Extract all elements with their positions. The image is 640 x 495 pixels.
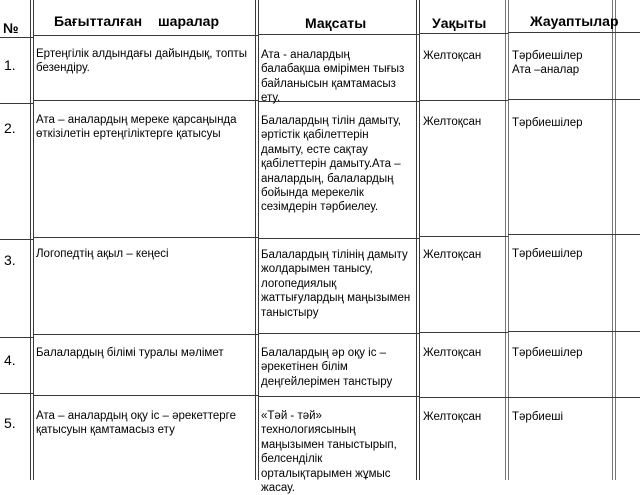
row-divider [258, 333, 419, 334]
column-divider [33, 0, 34, 480]
row-divider [508, 32, 640, 33]
row-divider [419, 397, 508, 398]
time-cell: Желтоқсан [423, 50, 482, 62]
column-divider [255, 0, 256, 480]
responsible-cell: Тәрбиешілер Ата –аналар [512, 50, 583, 77]
column-divider [419, 0, 420, 480]
activity-cell: Балалардың білімі туралы мәлімет [36, 347, 224, 359]
header-time: Уақыты [432, 15, 487, 31]
row-divider [0, 239, 33, 240]
row-divider [0, 393, 33, 394]
column-divider [30, 0, 31, 480]
row-divider [419, 100, 508, 101]
header-num: № [3, 20, 19, 36]
row-divider [33, 35, 258, 36]
column-divider [612, 0, 613, 480]
row-divider [508, 331, 640, 332]
time-cell: Желтоқсан [423, 411, 482, 423]
goal-cell: Балалардың тілінің дамыту жолдарымен танысу, логопедиялық жаттығулардың маңызымен таныстыру [261, 249, 411, 319]
row-number: 5. [4, 415, 16, 431]
row-divider [0, 103, 33, 104]
activity-cell: Ата – аналардың оқу іс – әрекеттерге қатысуын қамтамасыз ету [36, 410, 236, 437]
time-cell: Желтоқсан [423, 249, 482, 261]
goal-cell: Ата - аналардың балабақша өмірімен тығыз байланысын қамтамасыз ету. [261, 49, 405, 105]
row-number: 1. [4, 57, 16, 73]
row-divider [508, 234, 640, 235]
row-number: 3. [4, 252, 16, 268]
row-divider [258, 396, 419, 397]
responsible-cell: Тәрбиешілер [512, 248, 583, 260]
responsible-cell: Тәрбиешілер [512, 347, 583, 359]
row-divider [508, 99, 640, 100]
row-divider [508, 397, 640, 398]
row-divider [0, 37, 33, 38]
row-divider [419, 33, 508, 34]
column-divider [505, 0, 506, 480]
header-activity: Бағытталған шаралар [54, 13, 220, 29]
column-divider [416, 0, 417, 480]
column-divider [508, 0, 509, 480]
row-divider [258, 238, 419, 239]
activity-cell: Ата – аналардың мереке қарсаңында өткізілетін ертеңгіліктерге қатысуы [36, 114, 237, 141]
responsible-cell: Тәрбиешілер [512, 117, 583, 129]
row-divider [33, 334, 258, 335]
activity-cell: Логопедтің ақыл – кеңесі [36, 248, 169, 260]
header-responsible: Жауаптылар [530, 13, 619, 29]
time-cell: Желтоқсан [423, 116, 482, 128]
row-divider [33, 395, 258, 396]
row-divider [419, 236, 508, 237]
activity-cell: Ертеңгілік алдындағы дайындық, топты безендіру. [36, 48, 247, 75]
goal-cell: Балалардың тілін дамыту, әртістік қабілеттерін дамыту, есте сақтау қабілеттерін дамыту.Ата – аналардың, балалардың бойында мерекелік сезімдерін тәрбиелеу. [261, 115, 401, 214]
row-divider [419, 332, 508, 333]
column-divider [258, 0, 259, 480]
goal-cell: Балалардың әр оқу іс – әрекетінен білім деңгейлерімен танстыру [261, 347, 393, 388]
responsible-cell: Тәрбиеші [512, 411, 564, 423]
row-number: 4. [4, 352, 16, 368]
row-number: 2. [4, 120, 16, 136]
row-divider [0, 337, 33, 338]
row-divider [258, 34, 419, 35]
row-divider [33, 237, 258, 238]
row-divider [33, 100, 258, 101]
goal-cell: «Тәй - тәй» технологиясының маңызымен таныстырып, белсенділік орталықтарымен жұмыс жасау. [261, 410, 397, 495]
header-goal: Мақсаты [305, 15, 367, 31]
time-cell: Желтоқсан [423, 347, 482, 359]
column-divider [615, 0, 616, 480]
